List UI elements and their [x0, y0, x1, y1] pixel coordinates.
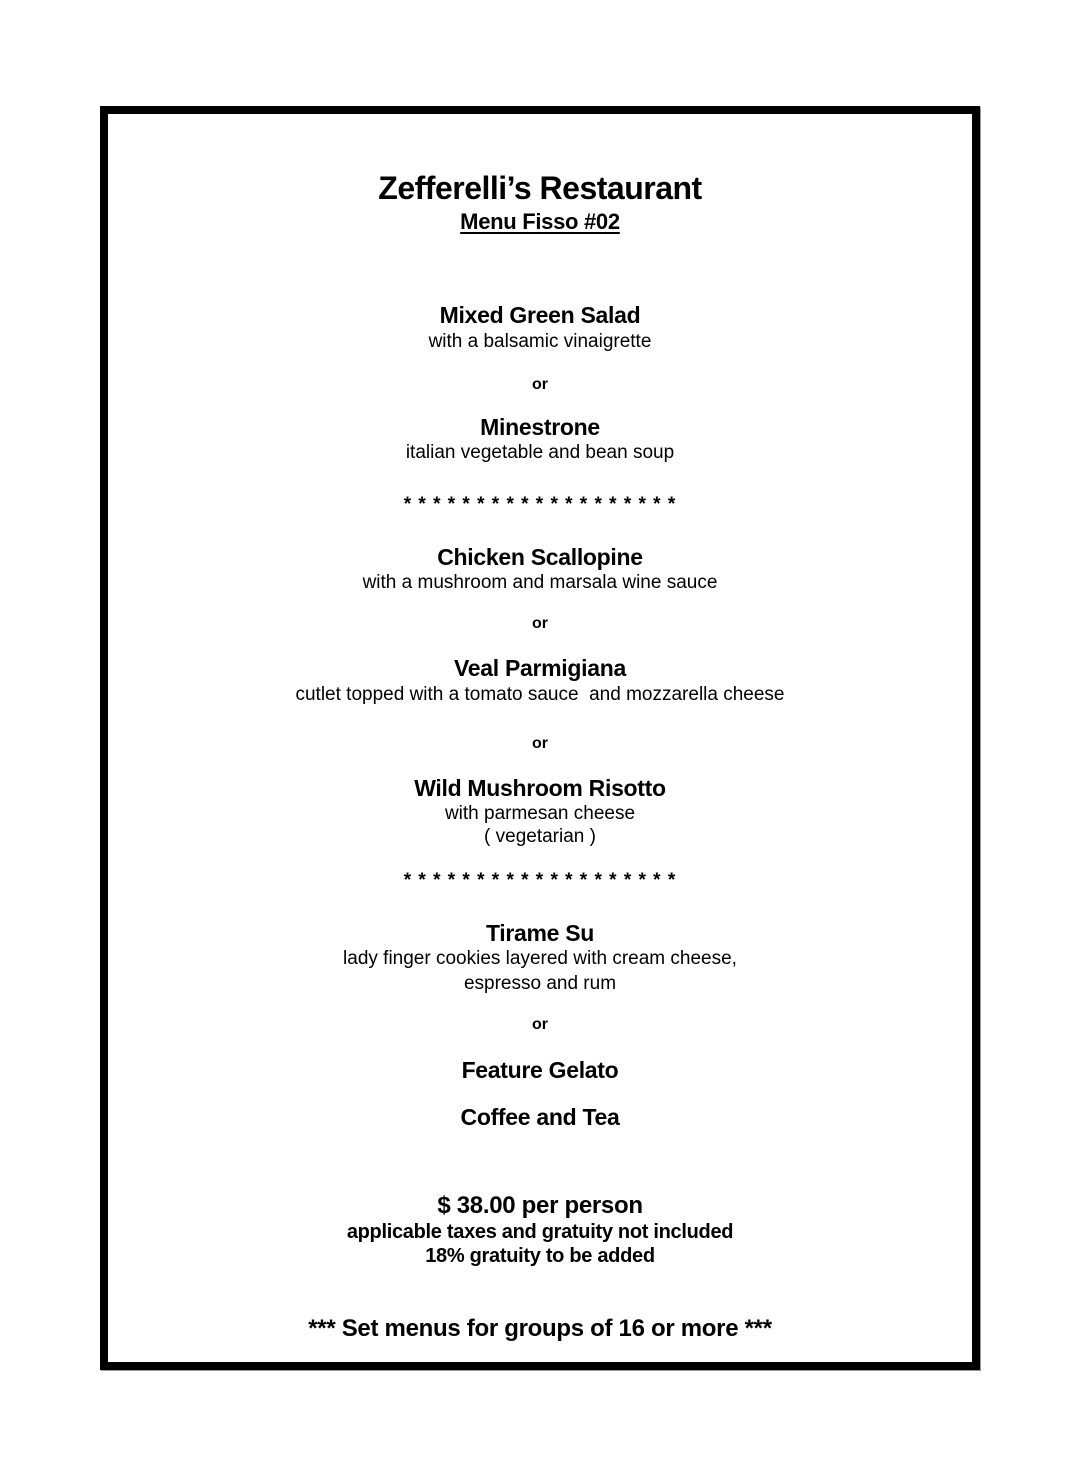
menu-item-name-chicken-scallopine: Chicken Scallopine — [437, 544, 643, 570]
menu-item-description-tirame-su-line2: espresso and rum — [463, 973, 617, 994]
group-menu-note: *** Set menus for groups of 16 or more *** — [308, 1315, 772, 1342]
or-separator: or — [532, 376, 548, 393]
menu-item-name-coffee-and-tea: Coffee and Tea — [460, 1104, 620, 1130]
gratuity-note: 18% gratuity to be added — [425, 1245, 655, 1267]
or-separator: or — [532, 1016, 548, 1033]
stars-separator: * * * * * * * * * * * * * * * * * * * — [403, 870, 677, 891]
tax-note: applicable taxes and gratuity not included — [346, 1221, 734, 1243]
menu-item-name-wild-mushroom-risotto: Wild Mushroom Risotto — [414, 775, 666, 801]
menu-item-name-minestrone: Minestrone — [480, 414, 600, 440]
price-per-person: $ 38.00 per person — [437, 1192, 643, 1219]
stars-separator: * * * * * * * * * * * * * * * * * * * — [403, 494, 677, 515]
menu-subtitle: Menu Fisso #02 — [460, 209, 620, 234]
or-separator: or — [532, 735, 548, 752]
menu-item-description-tirame-su-line1: lady finger cookies layered with cream cheese, — [343, 948, 737, 969]
menu-item-name-mixed-green-salad: Mixed Green Salad — [439, 302, 641, 328]
or-separator: or — [532, 615, 548, 632]
menu-item-name-feature-gelato: Feature Gelato — [461, 1057, 619, 1083]
menu-item-description-chicken-scallopine: with a mushroom and marsala wine sauce — [362, 572, 718, 593]
menu-item-description-minestrone: italian vegetable and bean soup — [405, 442, 675, 463]
menu-item-description-wild-mushroom-risotto: with parmesan cheese — [444, 803, 636, 824]
page-title: Zefferelli’s Restaurant — [378, 170, 702, 206]
menu-item-description-mixed-green-salad: with a balsamic vinaigrette — [428, 331, 652, 352]
menu-item-name-veal-parmigiana: Veal Parmigiana — [454, 655, 626, 681]
menu-item-note-vegetarian: ( vegetarian ) — [484, 826, 596, 847]
menu-item-description-veal-parmigiana: cutlet topped with a tomato sauce and mozzarella cheese — [295, 684, 785, 705]
menu-item-name-tirame-su: Tirame Su — [485, 920, 595, 946]
